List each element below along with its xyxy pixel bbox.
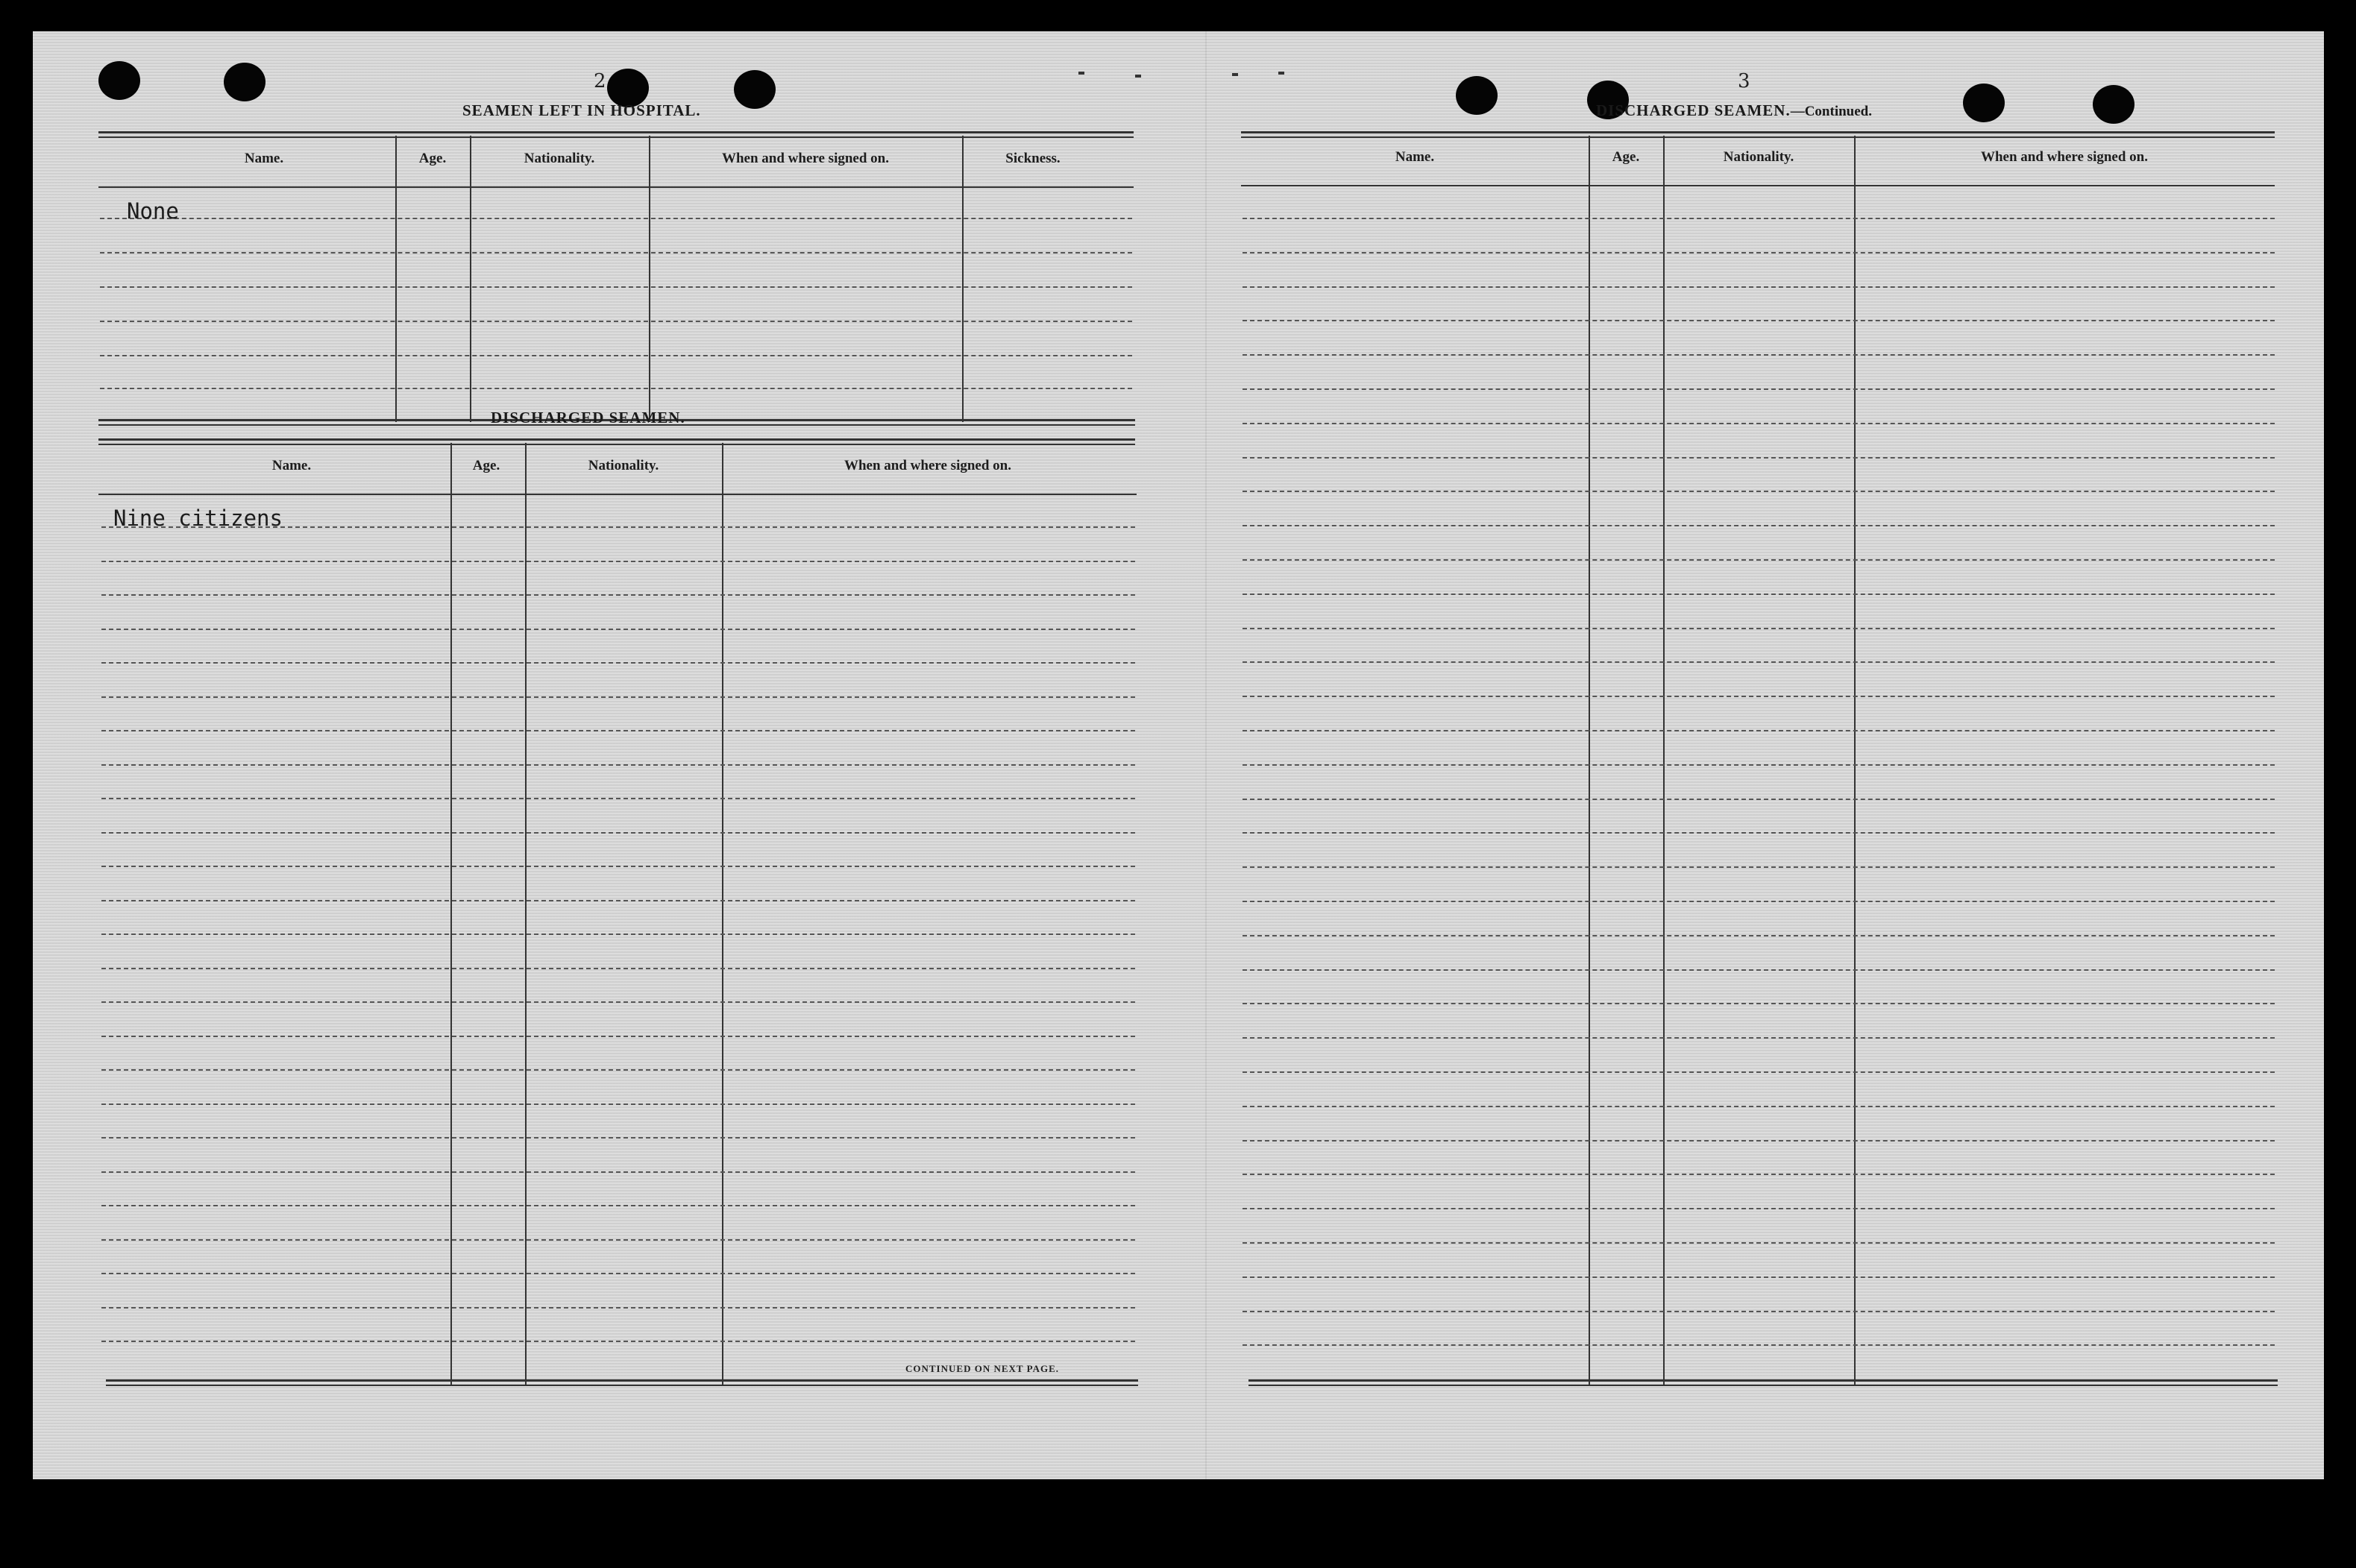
table-row-line	[1243, 1003, 2275, 1004]
right-col-divider	[1589, 136, 1590, 1385]
table-row-line	[1243, 935, 2275, 936]
page-number-right: 3	[1738, 70, 1750, 92]
hospital-row-line	[100, 388, 1132, 389]
table-row-line	[101, 696, 1135, 698]
table-row-line	[101, 1341, 1135, 1342]
table-row-line	[101, 1205, 1135, 1206]
hospital-row-line	[100, 218, 1132, 219]
table-row-line	[101, 561, 1135, 562]
document-sheet	[33, 31, 2324, 1479]
table-row-line	[1243, 1140, 2275, 1142]
hospital-table-top-rule	[98, 131, 1134, 138]
table-row-line	[1243, 799, 2275, 800]
discharged-table-bottom-rule	[106, 1379, 1138, 1386]
table-row-line	[1243, 320, 2275, 321]
discharged-col-divider	[722, 443, 723, 1385]
right-col-age: Age.	[1612, 149, 1640, 165]
hospital-col-signed-on: When and where signed on.	[721, 151, 889, 166]
continued-suffix: —Continued.	[1790, 104, 1872, 119]
page-fold	[1205, 31, 1207, 1479]
table-row-line	[1243, 696, 2275, 697]
punch-hole	[2093, 85, 2134, 124]
table-row-line	[1243, 423, 2275, 424]
right-col-nationality: Nationality.	[1723, 149, 1794, 165]
table-row-line	[1243, 628, 2275, 629]
table-row-line	[101, 526, 1135, 528]
discharged-table-top-rule	[98, 438, 1135, 445]
table-row-line	[101, 1239, 1135, 1241]
punch-hole	[734, 70, 776, 109]
table-row-line	[1243, 832, 2275, 834]
ink-speck	[1232, 73, 1238, 76]
punch-hole	[1456, 76, 1498, 115]
table-row-line	[1243, 1311, 2275, 1312]
discharged-continued-title	[1596, 101, 1872, 120]
right-col-name: Name.	[1395, 149, 1435, 165]
right-col-divider	[1663, 136, 1665, 1385]
table-row-line	[1243, 491, 2275, 492]
table-row-line	[1243, 593, 2275, 595]
hospital-col-sickness: Sickness.	[1005, 151, 1061, 166]
table-row-line	[1243, 969, 2275, 971]
table-row-line	[1243, 730, 2275, 731]
hospital-section-title: SEAMEN LEFT IN HOSPITAL.	[462, 101, 701, 119]
hospital-row-line	[100, 355, 1132, 356]
hospital-header-rule	[98, 186, 1134, 188]
punch-hole	[224, 63, 266, 101]
hospital-col-divider	[649, 136, 650, 422]
table-row-line	[1243, 354, 2275, 356]
table-row-line	[101, 866, 1135, 867]
table-row-line	[1243, 661, 2275, 663]
right-table-top-rule	[1241, 131, 2275, 138]
table-row-line	[1243, 1037, 2275, 1039]
table-row-line	[101, 730, 1135, 731]
table-row-line	[101, 798, 1135, 799]
table-row-line	[1243, 901, 2275, 902]
table-row-line	[1243, 1208, 2275, 1209]
hospital-row-line	[100, 252, 1132, 254]
discharged-continued-title-text: DISCHARGED SEAMEN.	[1596, 101, 1791, 119]
table-row-line	[101, 1171, 1135, 1173]
punch-hole	[1963, 84, 2005, 122]
hospital-entry-name: None	[127, 198, 179, 224]
discharged-entry-name: Nine citizens	[113, 506, 283, 531]
table-row-line	[1243, 1174, 2275, 1175]
table-row-line	[101, 594, 1135, 596]
ink-speck	[1078, 72, 1084, 75]
ink-speck	[1135, 75, 1141, 78]
table-row-line	[101, 1036, 1135, 1037]
hospital-col-name: Name.	[244, 151, 284, 166]
right-table-bottom-rule	[1248, 1379, 2278, 1386]
continued-footnote: CONTINUED ON NEXT PAGE.	[905, 1363, 1059, 1374]
hospital-col-divider	[962, 136, 964, 422]
table-row-line	[101, 1069, 1135, 1071]
table-row-line	[1243, 525, 2275, 526]
discharged-col-name: Name.	[271, 458, 312, 473]
table-row-line	[101, 900, 1135, 901]
hospital-row-line	[100, 286, 1132, 288]
table-row-line	[1243, 764, 2275, 766]
table-row-line	[1243, 218, 2275, 219]
hospital-col-nationality: Nationality.	[524, 151, 595, 166]
table-row-line	[101, 629, 1135, 630]
table-row-line	[1243, 559, 2275, 561]
table-row-line	[101, 968, 1135, 969]
table-row-line	[101, 662, 1135, 664]
table-row-line	[1243, 1276, 2275, 1278]
table-row-line	[101, 1103, 1135, 1105]
right-col-signed-on: When and where signed on.	[1980, 149, 2148, 165]
discharged-section-title: DISCHARGED SEAMEN.	[491, 409, 685, 426]
hospital-col-age: Age.	[418, 151, 447, 166]
table-row-line	[101, 933, 1135, 935]
page-number-left: 2	[594, 70, 606, 92]
hospital-row-line	[100, 321, 1132, 322]
table-row-line	[101, 832, 1135, 834]
discharged-col-age: Age.	[472, 458, 500, 473]
ink-speck	[1278, 72, 1284, 75]
hospital-col-divider	[395, 136, 397, 422]
discharged-header-rule	[98, 494, 1137, 495]
right-header-rule	[1241, 185, 2275, 186]
discharged-col-signed-on: When and where signed on.	[844, 458, 1011, 473]
table-row-line	[1243, 286, 2275, 288]
table-row-line	[1243, 252, 2275, 254]
table-row-line	[1243, 1106, 2275, 1107]
table-row-line	[101, 1001, 1135, 1003]
table-row-line	[1243, 1071, 2275, 1073]
table-row-line	[1243, 1344, 2275, 1346]
table-row-line	[101, 1273, 1135, 1274]
table-row-line	[1243, 388, 2275, 390]
hospital-col-divider	[470, 136, 471, 422]
table-row-line	[101, 1137, 1135, 1139]
right-col-divider	[1854, 136, 1856, 1385]
table-row-line	[101, 1307, 1135, 1309]
table-row-line	[1243, 866, 2275, 868]
discharged-col-nationality: Nationality.	[588, 458, 659, 473]
table-row-line	[1243, 1242, 2275, 1244]
table-row-line	[1243, 457, 2275, 459]
table-row-line	[101, 764, 1135, 766]
punch-hole	[98, 61, 140, 100]
discharged-col-divider	[525, 443, 527, 1385]
discharged-col-divider	[450, 443, 452, 1385]
